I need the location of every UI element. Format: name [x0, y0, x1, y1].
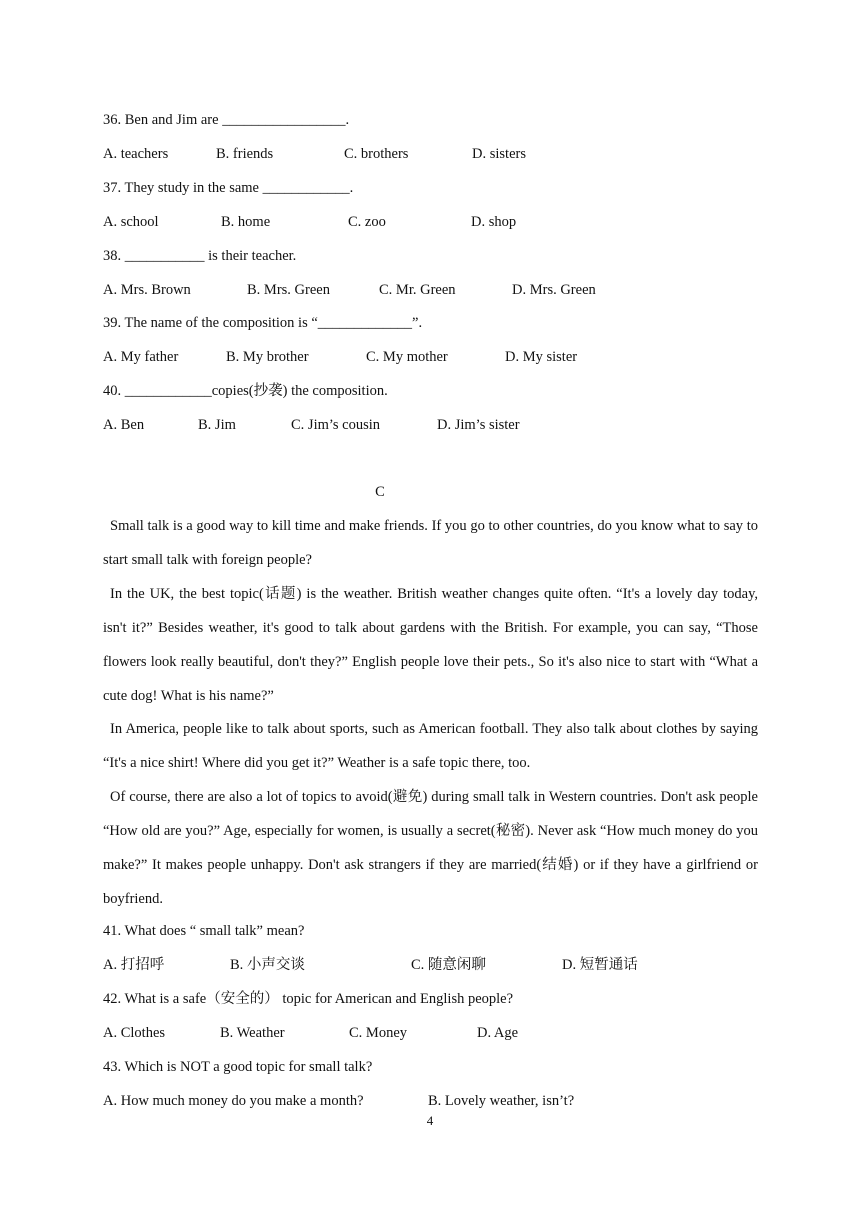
passage-paragraph-3: In America, people like to talk about sports, such as American football. They also talk about clothes by saying “It's a nice shirt! Where did you get it?” Weather is a safe topic there, too.: [103, 721, 758, 771]
option-d[interactable]: D. 短暂通话: [562, 957, 638, 973]
option-d[interactable]: D. shop: [471, 214, 517, 230]
option-a[interactable]: A. My father: [103, 349, 179, 365]
passage-paragraph-1: Small talk is a good way to kill time and make friends. If you go to other countries, do you know what to say to start small talk with foreign people?: [103, 518, 758, 568]
option-a[interactable]: A. Ben: [103, 417, 145, 433]
option-a[interactable]: A. 打招呼: [103, 957, 165, 973]
option-c[interactable]: C. Jim’s cousin: [291, 417, 381, 433]
option-b[interactable]: B. home: [221, 214, 271, 230]
option-b[interactable]: B. Lovely weather, isn’t?: [428, 1093, 575, 1109]
option-b[interactable]: B. Jim: [198, 417, 236, 433]
option-a[interactable]: A. school: [103, 214, 159, 230]
option-b[interactable]: B. friends: [216, 146, 274, 162]
question-stem: 40. ____________copies(抄袭) the composition.: [103, 383, 388, 399]
option-d[interactable]: D. sisters: [472, 146, 526, 162]
passage-paragraph-2: In the UK, the best topic(话题) is the weather. British weather changes quite often. “It's a lovely day today, isn't it?” Besides weather, it's good to talk about gardens with the British. For example, you can say, “Those flowers look really beautiful, don't they?” English people love their pets., So it's also nice to start with “What a cute dog! What is his name?”: [103, 586, 758, 704]
question-stem: 36. Ben and Jim are _________________.: [103, 112, 350, 128]
option-a[interactable]: A. Clothes: [103, 1025, 166, 1041]
question-stem: 39. The name of the composition is “_____________”.: [103, 315, 423, 331]
option-c[interactable]: C. My mother: [366, 349, 448, 365]
option-c[interactable]: C. zoo: [348, 214, 386, 230]
option-d[interactable]: D. Mrs. Green: [512, 282, 596, 298]
option-b[interactable]: B. Weather: [220, 1025, 285, 1041]
question-stem: 37. They study in the same ____________.: [103, 180, 354, 196]
section-title: C: [375, 484, 385, 500]
option-b[interactable]: B. Mrs. Green: [247, 282, 330, 298]
option-d[interactable]: D. Jim’s sister: [437, 417, 520, 433]
option-d[interactable]: D. Age: [477, 1025, 519, 1041]
option-b[interactable]: B. My brother: [226, 349, 309, 365]
page-number: 4: [426, 1113, 434, 1128]
option-c[interactable]: C. Mr. Green: [379, 282, 456, 298]
question-stem: 43. Which is NOT a good topic for small talk?: [103, 1059, 373, 1075]
option-c[interactable]: C. brothers: [344, 146, 409, 162]
option-d[interactable]: D. My sister: [505, 349, 578, 365]
option-b[interactable]: B. 小声交谈: [230, 957, 305, 973]
option-a[interactable]: A. Mrs. Brown: [103, 282, 191, 298]
option-a[interactable]: A. teachers: [103, 146, 169, 162]
passage-paragraph-4: Of course, there are also a lot of topics to avoid(避免) during small talk in Western countries. Don't ask people “How old are you?” Age, especially for women, is usually a secret(秘密). Never ask “How much money do you make?” It makes people unhappy. Don't ask strangers if they are married(结婚) or if they have a girlfriend or boyfriend.: [103, 789, 758, 907]
option-a[interactable]: A. How much money do you make a month?: [103, 1093, 364, 1109]
question-stem: 42. What is a safe（安全的） topic for American and English people?: [103, 991, 514, 1007]
option-c[interactable]: C. 随意闲聊: [411, 957, 486, 973]
question-stem: 41. What does “ small talk” mean?: [103, 923, 305, 939]
option-c[interactable]: C. Money: [349, 1025, 407, 1041]
question-stem: 38. ___________ is their teacher.: [103, 248, 297, 264]
